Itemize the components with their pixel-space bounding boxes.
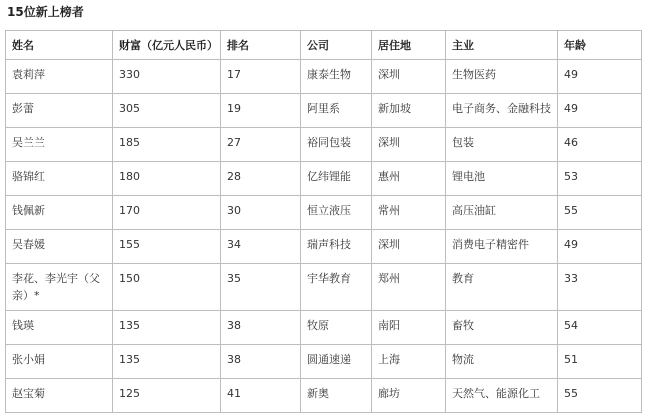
cell-wealth: 180 xyxy=(113,162,221,196)
cell-company: 圆通速递 xyxy=(301,345,372,379)
table-row xyxy=(6,60,642,94)
table-row xyxy=(6,264,642,311)
cell-age: 54 xyxy=(558,311,642,345)
cell-wealth: 135 xyxy=(113,345,221,379)
cell-rank: 17 xyxy=(221,60,301,94)
table-row xyxy=(6,345,642,379)
cell-company: 裕同包装 xyxy=(301,128,372,162)
cell-company: 康泰生物 xyxy=(301,60,372,94)
cell-wealth: 185 xyxy=(113,128,221,162)
cell-business: 畜牧 xyxy=(446,311,558,345)
cell-age: 49 xyxy=(558,60,642,94)
cell-rank: 30 xyxy=(221,196,301,230)
cell-rank: 28 xyxy=(221,162,301,196)
cell-age: 33 xyxy=(558,264,642,311)
table-header-row xyxy=(6,31,642,60)
cell-name: 吴兰兰 xyxy=(6,128,113,162)
cell-residence: 常州 xyxy=(372,196,446,230)
cell-wealth: 125 xyxy=(113,379,221,413)
cell-rank: 35 xyxy=(221,264,301,311)
cell-residence: 深圳 xyxy=(372,128,446,162)
cell-company: 阿里系 xyxy=(301,94,372,128)
cell-business: 高压油缸 xyxy=(446,196,558,230)
header-age: 年龄 xyxy=(558,31,642,60)
cell-residence: 廊坊 xyxy=(372,379,446,413)
cell-age: 55 xyxy=(558,196,642,230)
table-row xyxy=(6,94,642,128)
cell-name: 钱瑛 xyxy=(6,311,113,345)
table-row xyxy=(6,196,642,230)
header-business: 主业 xyxy=(446,31,558,60)
cell-rank: 34 xyxy=(221,230,301,264)
cell-residence: 上海 xyxy=(372,345,446,379)
cell-age: 51 xyxy=(558,345,642,379)
cell-name: 李花、李光宇（父亲）* xyxy=(6,264,113,311)
new-entrants-table xyxy=(5,30,642,413)
cell-company: 恒立液压 xyxy=(301,196,372,230)
cell-company: 宇华教育 xyxy=(301,264,372,311)
cell-wealth: 170 xyxy=(113,196,221,230)
cell-rank: 19 xyxy=(221,94,301,128)
header-company: 公司 xyxy=(301,31,372,60)
table-row xyxy=(6,379,642,413)
cell-age: 49 xyxy=(558,94,642,128)
cell-name: 钱佩新 xyxy=(6,196,113,230)
table-row xyxy=(6,311,642,345)
cell-rank: 41 xyxy=(221,379,301,413)
cell-residence: 深圳 xyxy=(372,230,446,264)
cell-name: 吴春媛 xyxy=(6,230,113,264)
cell-business: 物流 xyxy=(446,345,558,379)
cell-wealth: 150 xyxy=(113,264,221,311)
cell-business: 电子商务、金融科技 xyxy=(446,94,558,128)
cell-wealth: 135 xyxy=(113,311,221,345)
cell-residence: 深圳 xyxy=(372,60,446,94)
cell-name: 赵宝菊 xyxy=(6,379,113,413)
cell-rank: 38 xyxy=(221,311,301,345)
cell-residence: 郑州 xyxy=(372,264,446,311)
cell-age: 53 xyxy=(558,162,642,196)
table-row xyxy=(6,230,642,264)
header-name: 姓名 xyxy=(6,31,113,60)
cell-age: 46 xyxy=(558,128,642,162)
cell-residence: 南阳 xyxy=(372,311,446,345)
cell-name: 张小娟 xyxy=(6,345,113,379)
cell-wealth: 330 xyxy=(113,60,221,94)
cell-business: 教育 xyxy=(446,264,558,311)
cell-wealth: 155 xyxy=(113,230,221,264)
cell-residence: 新加坡 xyxy=(372,94,446,128)
cell-residence: 惠州 xyxy=(372,162,446,196)
table-row xyxy=(6,128,642,162)
cell-business: 锂电池 xyxy=(446,162,558,196)
cell-name: 袁莉萍 xyxy=(6,60,113,94)
cell-wealth: 305 xyxy=(113,94,221,128)
cell-name: 彭蕾 xyxy=(6,94,113,128)
cell-business: 生物医药 xyxy=(446,60,558,94)
cell-business: 天然气、能源化工 xyxy=(446,379,558,413)
cell-company: 牧原 xyxy=(301,311,372,345)
cell-company: 亿纬锂能 xyxy=(301,162,372,196)
header-rank: 排名 xyxy=(221,31,301,60)
cell-name: 骆锦红 xyxy=(6,162,113,196)
cell-company: 新奥 xyxy=(301,379,372,413)
page-title: 15位新上榜者 xyxy=(7,5,84,19)
cell-business: 包装 xyxy=(446,128,558,162)
cell-company: 瑞声科技 xyxy=(301,230,372,264)
cell-rank: 27 xyxy=(221,128,301,162)
header-wealth: 财富（亿元人民币） xyxy=(113,31,221,60)
cell-rank: 38 xyxy=(221,345,301,379)
cell-business: 消费电子精密件 xyxy=(446,230,558,264)
cell-age: 55 xyxy=(558,379,642,413)
cell-age: 49 xyxy=(558,230,642,264)
table-row xyxy=(6,162,642,196)
header-residence: 居住地 xyxy=(372,31,446,60)
